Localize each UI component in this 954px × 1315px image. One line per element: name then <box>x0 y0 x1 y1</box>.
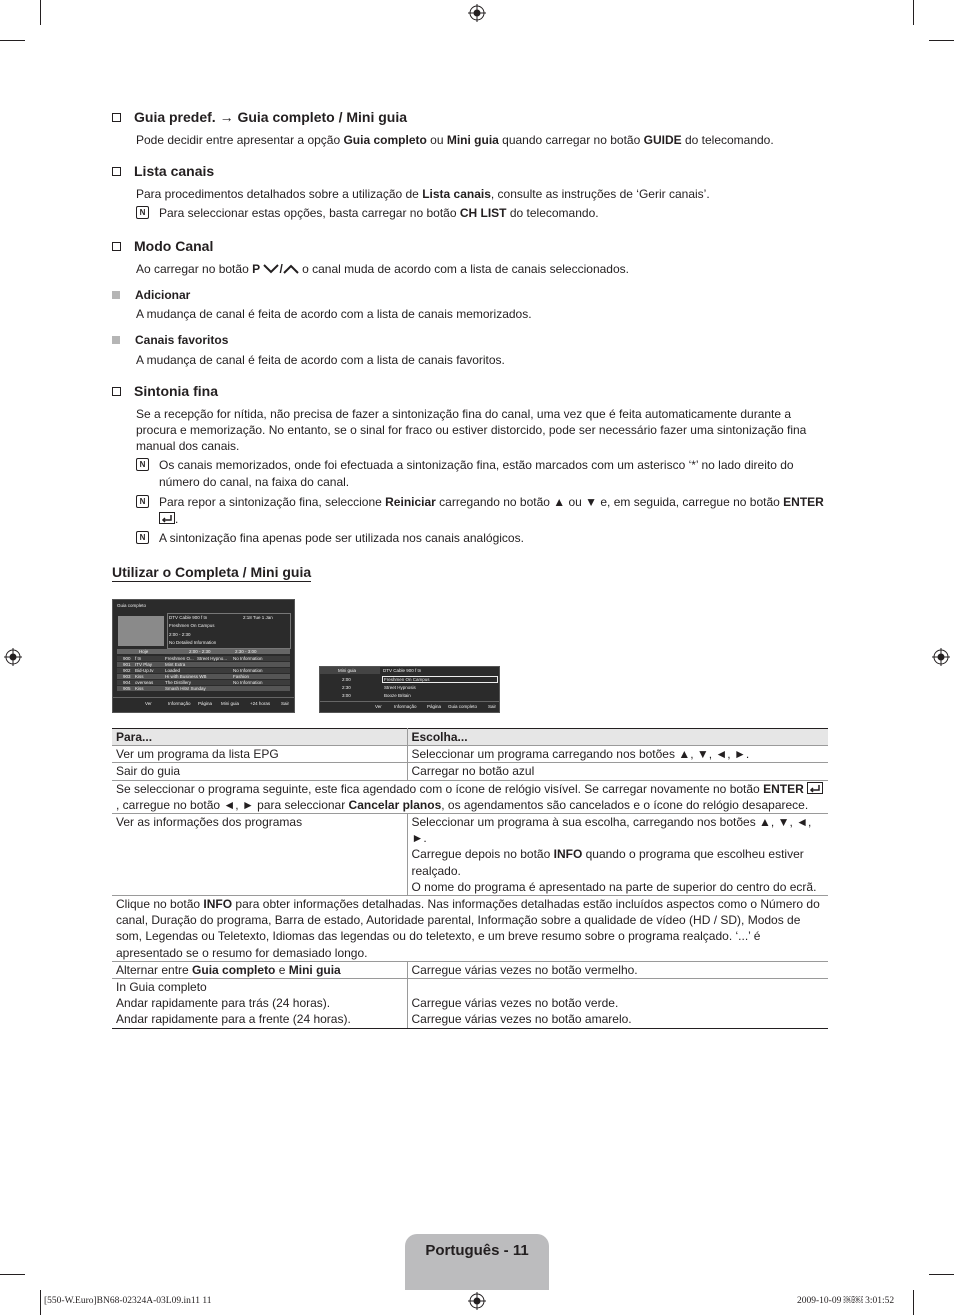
note-icon: N <box>136 458 149 471</box>
square-bullet-icon <box>112 336 120 344</box>
print-info-left: [550-W.Euro]BN68-02324A-03L09.in11 11 <box>44 1296 212 1306</box>
crop-mark <box>929 40 954 41</box>
table-row: Se seleccionar o programa seguinte, este fica agendado com o ícone de relógio visível. Se carregar novamente no botão ENTER , carregue no botão ◄, ► para seleccionar Cancelar planos, os agendamentos são cancelados e o ícone do relógio desaparece. <box>112 780 828 813</box>
registration-mark-icon <box>468 4 486 22</box>
chevron-up-icon <box>283 264 299 274</box>
chevron-down-icon <box>263 264 279 274</box>
sintonia-fina-text: Se a recepção for nítida, não precisa de fazer a sintonização fina do canal, uma vez que é feita automaticamente durante a procura e memorização. No entanto, se o sinal for fraco ou estiver distorcido, pode ser necessário fazer uma sintonização fina manual dos canais. <box>136 407 807 453</box>
section-title-guia-predef: Guia predef. → Guia completo / Mini guia <box>112 109 407 125</box>
checkbox-bullet-icon <box>112 242 121 251</box>
table-row: In Guia completo Andar rapidamente para trás (24 horas). Andar rapidamente para a frente (24 horas). Carregue várias vezes no botão verde. Carregue várias vezes no botão amarelo. <box>112 979 828 1029</box>
crop-mark <box>929 1274 954 1275</box>
lista-canais-note: N Para seleccionar estas opções, basta carregar no botão CH LIST do telecomando. <box>136 205 826 222</box>
preview-thumbnail <box>118 616 164 646</box>
guide-instructions-table <box>112 728 828 1029</box>
guia-predef-text: Pode decidir entre apresentar a opção Guia completo ou Mini guia quando carregar no botão GUIDE do telecomando. <box>136 133 774 147</box>
section-title-sintonia-fina: Sintonia fina <box>112 383 218 399</box>
registration-mark-icon <box>4 648 22 666</box>
section-title-lista-canais: Lista canais <box>112 163 214 179</box>
note-icon: N <box>136 531 149 544</box>
print-info-right: 2009-10-09 ￼￼ 3:01:52 <box>797 1296 895 1306</box>
canais-favoritos-text: A mudança de canal é feita de acordo com a lista de canais favoritos. <box>136 353 505 367</box>
checkbox-bullet-icon <box>112 387 121 396</box>
crop-mark <box>40 0 41 25</box>
crop-mark <box>0 40 25 41</box>
sintonia-note-1: N Os canais memorizados, onde foi efectuada a sintonização fina, estão marcados com um asterisco ‘*’ no lado direito do número do canal, na faixa do canal. <box>136 457 826 490</box>
header-para: Para... <box>112 729 407 746</box>
note-icon: N <box>136 206 149 219</box>
page-number-tab: Português - 11 <box>405 1234 549 1290</box>
mini-guia-screenshot: Mini guia DTV Cable 900 f tn 2:00 Freshmen On Campus 2:30 Street Hypnosis 3:00 Booze Britain Ver Informação Página Guia completo Sair <box>319 666 500 713</box>
checkbox-bullet-icon <box>112 113 121 122</box>
note-icon: N <box>136 495 149 508</box>
crop-mark <box>913 1290 914 1315</box>
guia-completo-title: Guia completo <box>117 603 147 608</box>
sintonia-note-3: N A sintonização fina apenas pode ser utilizada nos canais analógicos. <box>136 530 826 547</box>
enter-icon <box>159 512 175 524</box>
enter-icon <box>807 782 823 794</box>
utilizar-title: Utilizar o Completa / Mini guia <box>112 564 312 580</box>
subsection-canais-favoritos: Canais favoritos <box>112 333 228 347</box>
table-header-row <box>112 729 828 746</box>
sintonia-note-2: N Para repor a sintonização fina, seleccione Reiniciar carregando no botão ▲ ou ▼ e, em seguida, carregue no botão ENTER . <box>136 494 826 527</box>
table-row: Sair do guia Carregar no botão azul <box>112 763 828 780</box>
square-bullet-icon <box>112 291 120 299</box>
guia-completo-screenshot: Guia completo DTV Cable 900 f tn 2:18 Tue 1 Jan Freshmen On Campus 2:00 - 2:30 No Detailed Information Hoje 2:00 - 2:30 2:30 - 3:00 900 f tn Freshmen O... Street Hypno... No Information 901 ITV Play Mint Extra 902 Bid-Up.tv Loaded No Information 903 Kiss Hi with Business WB Fashion 904 overseas The Distillery No Information 905 Kiss Smash Hits! Sunday Ver Informação Página Mini guia +24 horas Sair <box>112 599 295 713</box>
table-row: Ver as informações dos programas Seleccionar um programa à sua escolha, carregando nos botões ▲, ▼, ◄, ►. Carregue depois no botão INFO quando o programa que escolheu estiver realçado. O nome do programa é apresentado na parte de superior do centro do ecrã. <box>112 814 828 896</box>
modo-canal-text: Ao carregar no botão P / o canal muda de acordo com a lista de canais seleccionados. <box>136 262 629 276</box>
crop-mark <box>40 1290 41 1315</box>
crop-mark <box>0 1274 25 1275</box>
registration-mark-icon <box>932 648 950 666</box>
subsection-adicionar: Adicionar <box>112 288 190 302</box>
checkbox-bullet-icon <box>112 167 121 176</box>
table-row: Clique no botão INFO para obter informações detalhadas. Nas informações detalhadas estão incluídos aspectos como o Número do canal, Duração do programa, Barra de estado, Autoridade parental, Informação sobre a qualidade de vídeo (HD / SD), Modos de som, Legendas ou Teletexto, Idiomas das legendas ou do teletexto, e um breve resumo sobre o programa realçado. ‘...’ é apresentado se o resumo for demasiado longo. <box>112 896 828 962</box>
crop-mark <box>913 0 914 25</box>
section-title-modo-canal: Modo Canal <box>112 238 213 254</box>
header-escolha: Escolha... <box>407 729 828 746</box>
table-row: Ver um programa da lista EPG Seleccionar um programa carregando nos botões ▲, ▼, ◄, ►. <box>112 746 828 763</box>
registration-mark-icon <box>468 1292 486 1310</box>
lista-canais-text: Para procedimentos detalhados sobre a utilização de Lista canais, consulte as instruções de ‘Gerir canais’. <box>136 187 710 201</box>
table-row: Alternar entre Guia completo e Mini guia Carregue várias vezes no botão vermelho. <box>112 961 828 978</box>
adicionar-text: A mudança de canal é feita de acordo com a lista de canais memorizados. <box>136 307 532 321</box>
